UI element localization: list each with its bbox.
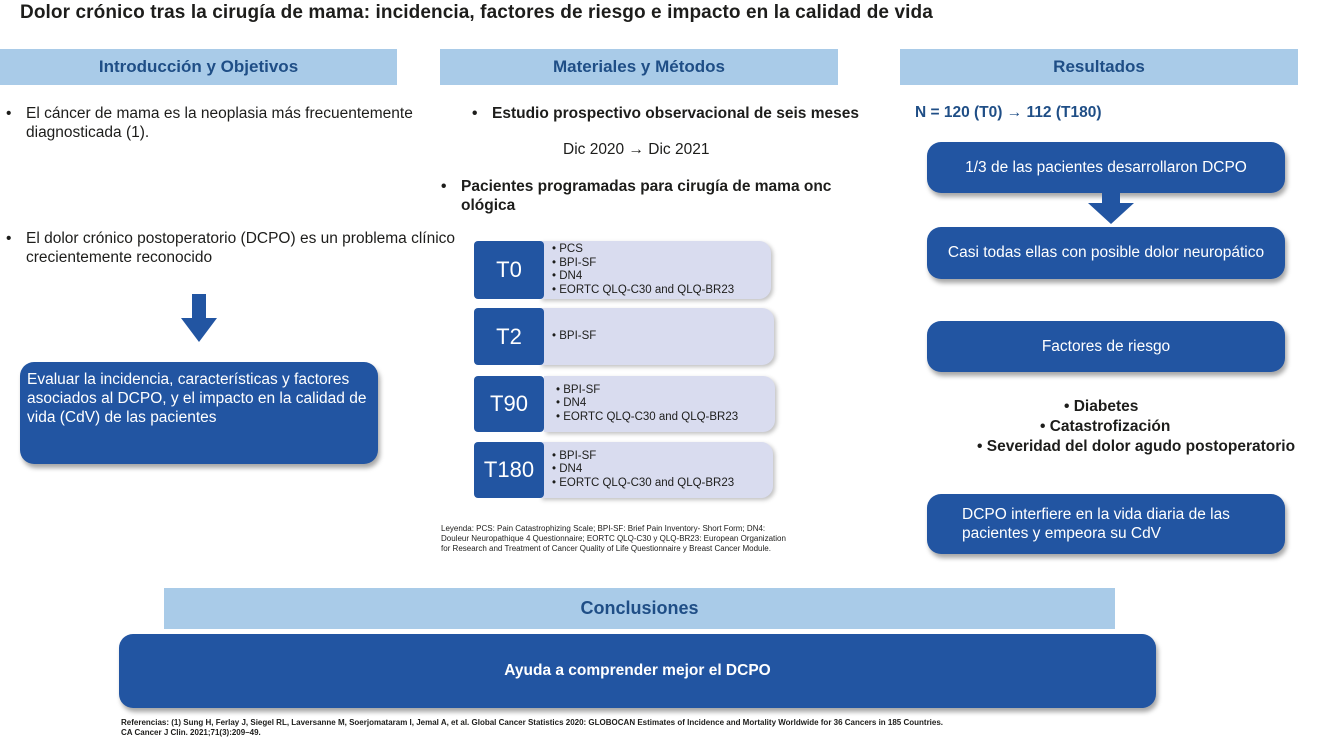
result-box-risk-factors bbox=[927, 321, 1285, 372]
risk-factor-text: Diabetes bbox=[1073, 398, 1139, 415]
timepoint-panel-t90 bbox=[544, 376, 775, 432]
reference-line: CA Cancer J Clin. 2021;71(3):209–49. bbox=[121, 728, 261, 737]
risk-factor-diabetes: • Diabetes bbox=[1064, 398, 1139, 415]
references bbox=[121, 718, 1321, 738]
methods-bullet-1 bbox=[472, 104, 912, 123]
timepoint-item: • BPI-SF bbox=[556, 384, 775, 398]
methods-header: Materiales y Métodos bbox=[440, 49, 838, 85]
timepoint-item: • DN4 bbox=[552, 463, 773, 477]
risk-factor-acute-pain: • Severidad del dolor agudo postoperatorio bbox=[977, 438, 1296, 455]
timepoint-panel-t0 bbox=[540, 241, 771, 299]
result-box-text: Factores de riesgo bbox=[1041, 337, 1171, 355]
risk-factor-text: Catastrofización bbox=[1049, 418, 1171, 435]
timepoint-item: • DN4 bbox=[556, 397, 775, 411]
timepoint-item: • BPI-SF bbox=[552, 257, 771, 271]
timepoint-label-t90: T90 bbox=[474, 376, 544, 432]
legend-line: Douleur Neuropathique 4 Questionnaire; EORTC QLQ-C30 y QLQ-BR23: European Organization bbox=[441, 534, 786, 543]
timepoint-label-t2: T2 bbox=[474, 308, 544, 365]
legend-line: for Research and Treatment of Cancer Quality of Life Questionnaire y Breast Cancer Module. bbox=[441, 544, 771, 553]
methods-legend bbox=[441, 524, 891, 554]
conclusion-box bbox=[119, 634, 1156, 708]
objective-text: Evaluar la incidencia, características y factores asociados al DCPO, y el impacto en la calidad de vida (CdV) de las pacientes bbox=[27, 371, 367, 426]
intro-bullet-1 bbox=[6, 104, 456, 142]
timepoint-panel-t2 bbox=[540, 308, 774, 365]
methods-bullet-2-text: Pacientes programadas para cirugía de mama onc ológica bbox=[461, 178, 832, 214]
study-dates: Dic 2020 → Dic 2021 bbox=[563, 141, 710, 158]
result-box-dcpo-incidence bbox=[927, 142, 1285, 193]
down-arrow-icon bbox=[179, 294, 219, 344]
timepoint-label-t0: T0 bbox=[474, 241, 544, 299]
risk-factor-catastrophizing: • Catastrofización bbox=[1040, 418, 1171, 435]
results-header: Resultados bbox=[900, 49, 1298, 85]
intro-bullet-2-text: El dolor crónico postoperatorio (DCPO) es un problema clínico crecientemente reconocido bbox=[26, 230, 456, 266]
result-box-text: DCPO interfiere en la vida diaria de las pacientes y empeora su CdV bbox=[962, 506, 1230, 542]
timepoint-item: • BPI-SF bbox=[552, 330, 774, 344]
legend-line: Leyenda: PCS: Pain Catastrophizing Scale; BPI-SF: Brief Pain Inventory- Short Form; DN4: bbox=[441, 524, 766, 533]
result-box-quality-of-life bbox=[927, 494, 1285, 554]
intro-bullet-1-text: El cáncer de mama es la neoplasia más frecuentemente diagnosticada (1). bbox=[26, 105, 413, 141]
intro-header: Introducción y Objetivos bbox=[0, 49, 397, 85]
timepoint-item: • PCS bbox=[552, 243, 771, 257]
bullet-dot: • bbox=[441, 178, 447, 195]
poster-title: Dolor crónico tras la cirugía de mama: incidencia, factores de riesgo e impacto en la calidad de vida bbox=[20, 2, 933, 23]
methods-bullet-1-text: Estudio prospectivo observacional de seis meses bbox=[492, 105, 859, 122]
intro-bullet-2 bbox=[6, 229, 456, 267]
result-box-neuropathic bbox=[927, 227, 1285, 279]
timepoint-item: • EORTC QLQ-C30 and QLQ-BR23 bbox=[556, 411, 775, 425]
objective-box bbox=[20, 362, 378, 464]
timepoint-label-t180: T180 bbox=[474, 442, 544, 498]
conclusions-header: Conclusiones bbox=[164, 588, 1115, 629]
methods-bullet-2 bbox=[441, 177, 881, 215]
timepoint-item: • DN4 bbox=[552, 270, 771, 284]
timepoint-item: • EORTC QLQ-C30 and QLQ-BR23 bbox=[552, 477, 773, 491]
bullet-dot: • bbox=[6, 105, 12, 122]
timepoint-item: • BPI-SF bbox=[552, 450, 773, 464]
risk-factor-text: Severidad del dolor agudo postoperatorio bbox=[986, 438, 1296, 455]
timepoint-item: • EORTC QLQ-C30 and QLQ-BR23 bbox=[552, 284, 771, 298]
timepoint-panel-t180 bbox=[540, 442, 773, 498]
down-arrow-icon bbox=[1086, 191, 1136, 225]
result-box-text: 1/3 de las pacientes desarrollaron DCPO bbox=[965, 158, 1247, 176]
conclusion-text: Ayuda a comprender mejor el DCPO bbox=[504, 662, 771, 679]
reference-line: Referencias: (1) Sung H, Ferlay J, Siegel RL, Laversanne M, Soerjomataram I, Jemal A, et al. Global Cancer Statistics 2020: GLOBOCAN Estimates of Incidence and Mortality Worldwide for 36 Cancers in 185 Countries. bbox=[121, 718, 944, 727]
bullet-dot: • bbox=[6, 230, 12, 247]
result-box-text: Casi todas ellas con posible dolor neuropático bbox=[947, 244, 1265, 261]
sample-size: N = 120 (T0) → 112 (T180) bbox=[915, 104, 1102, 121]
bullet-dot: • bbox=[472, 105, 478, 122]
